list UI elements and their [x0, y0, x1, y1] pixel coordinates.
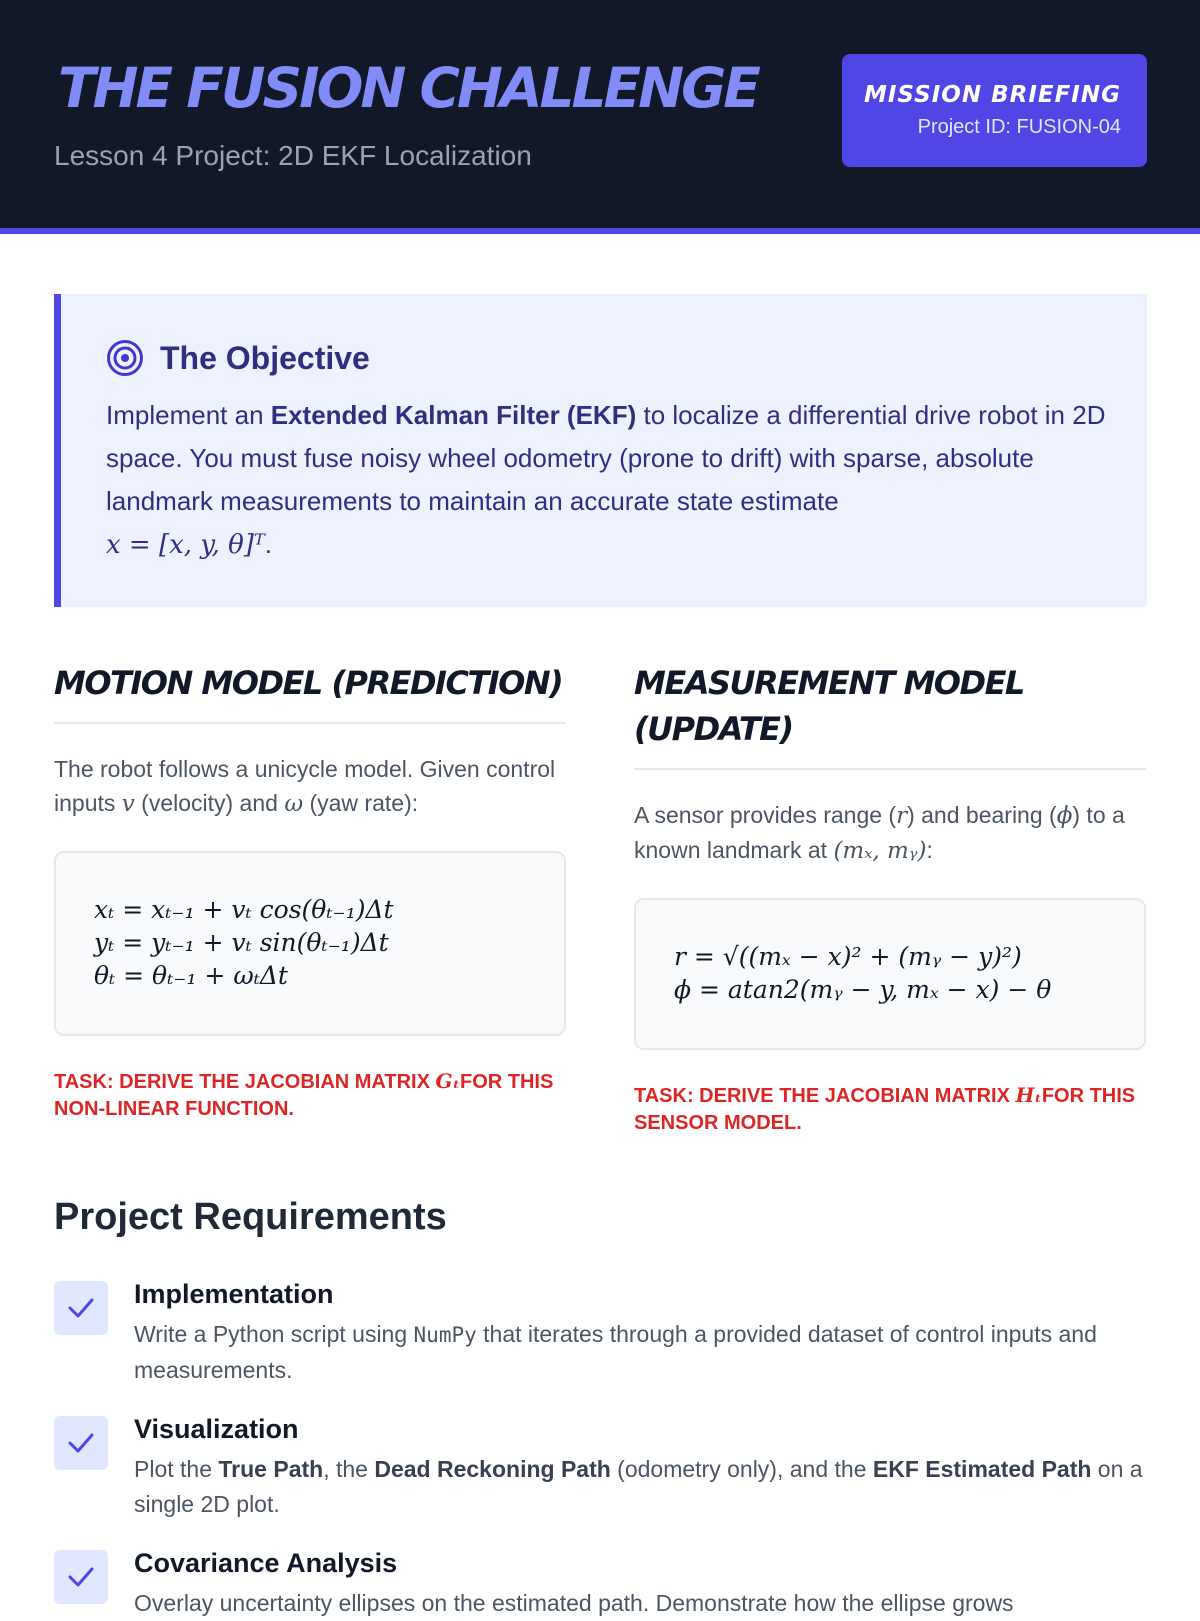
requirement-text-part: Write a Python script using — [134, 1321, 414, 1347]
motion-equations-box — [54, 851, 566, 1036]
motion-equation-y: yₜ = yₜ₋₁ + vₜ sin(θₜ₋₁)Δt — [94, 928, 389, 957]
page-subtitle: Lesson 4 Project: 2D EKF Localization — [54, 140, 532, 171]
velocity-symbol: v — [121, 791, 135, 817]
jacobian-g-symbol: Gₜ — [435, 1069, 460, 1093]
check-icon — [54, 1281, 108, 1335]
state-vector-equation: x = [x, y, θ]ᵀ — [106, 530, 265, 560]
mission-badge — [842, 54, 1147, 167]
page-title: THE FUSION CHALLENGE — [58, 56, 758, 120]
objective-text-part: to localize a differential drive robot in 2D space. You must fuse noisy wheel odometry (prone to drift) with sparse, absolute landmark measurements to maintain an accurate state estimate — [106, 400, 1106, 516]
motion-model-section — [54, 660, 566, 1123]
requirement-description — [134, 1317, 1144, 1388]
requirement-name: Covariance Analysis — [134, 1548, 398, 1578]
objective-panel — [54, 294, 1147, 607]
target-icon — [106, 339, 144, 377]
objective-text-part: Implement an — [106, 400, 271, 430]
measurement-text-part: A sensor provides range ( — [634, 802, 897, 828]
requirements-title: Project Requirements — [54, 1196, 447, 1238]
motion-model-title: MOTION MODEL (PREDICTION) — [54, 660, 566, 724]
measurement-task — [634, 1082, 1146, 1137]
requirement-item — [54, 1548, 1147, 1616]
objective-text — [106, 394, 1116, 567]
bearing-equation: ϕ = atan2(mᵧ − y, mₓ − x) − θ — [674, 975, 1052, 1004]
measurement-text-part: : — [926, 837, 933, 863]
measurement-model-section — [634, 660, 1146, 1137]
measurement-model-title: MEASUREMENT MODEL (UPDATE) — [634, 660, 1146, 770]
objective-ekf-term: Extended Kalman Filter (EKF) — [270, 400, 637, 430]
measurement-task-part: TASK: DERIVE THE JACOBIAN MATRIX — [634, 1085, 1016, 1107]
requirement-description — [134, 1452, 1144, 1522]
motion-text-part: (yaw rate): — [303, 790, 419, 816]
ekf-path-term: EKF Estimated Path — [872, 1456, 1092, 1482]
check-icon — [54, 1416, 108, 1470]
requirement-name: Implementation — [134, 1279, 334, 1309]
requirement-text-part: (odometry only), and the — [610, 1456, 873, 1482]
dead-reckoning-term: Dead Reckoning Path — [374, 1456, 611, 1482]
page-header — [0, 0, 1200, 234]
measurement-task-part: FOR THIS SENSOR MODEL. — [634, 1085, 1136, 1134]
requirement-text-part: that iterates through a provided dataset of control inputs and measurements. — [134, 1321, 1097, 1383]
measurement-model-text — [634, 798, 1146, 868]
motion-task-part: FOR THIS NON-LINEAR FUNCTION. — [54, 1071, 554, 1120]
true-path-term: True Path — [218, 1456, 324, 1482]
requirement-text-part: Overlay uncertainty ellipses on the estimated path. Demonstrate how the ellipse grows — [134, 1590, 1014, 1616]
motion-task-part: TASK: DERIVE THE JACOBIAN MATRIX — [54, 1071, 436, 1093]
requirement-item — [54, 1414, 1147, 1517]
requirement-text-part: on a single 2D plot. — [134, 1456, 1143, 1517]
requirement-text-part: Plot the — [134, 1456, 219, 1482]
check-icon — [54, 1550, 108, 1604]
badge-project-id: Project ID: FUSION-04 — [917, 116, 1121, 138]
badge-title: MISSION BRIEFING — [863, 82, 1121, 108]
motion-model-text — [54, 752, 566, 821]
requirement-item — [54, 1279, 1147, 1383]
landmark-symbol: (mₓ, mᵧ) — [833, 838, 927, 864]
measurement-text-part: ) and bearing ( — [907, 802, 1057, 828]
requirement-name: Visualization — [134, 1414, 299, 1444]
objective-title: The Objective — [160, 339, 370, 376]
requirement-description — [134, 1586, 1144, 1621]
motion-task — [54, 1068, 566, 1123]
numpy-code: NumPy — [413, 1323, 477, 1347]
objective-text-part: . — [264, 529, 273, 559]
yaw-rate-symbol: ω — [284, 791, 304, 817]
motion-equation-theta: θₜ = θₜ₋₁ + ωₜΔt — [94, 961, 288, 990]
motion-equation-x: xₜ = xₜ₋₁ + vₜ cos(θₜ₋₁)Δt — [94, 895, 394, 924]
jacobian-h-symbol: Hₜ — [1015, 1083, 1042, 1107]
range-equation: r = √((mₓ − x)² + (mᵧ − y)²) — [674, 942, 1022, 971]
objective-heading — [106, 338, 370, 378]
motion-text-part: (velocity) and — [134, 790, 285, 816]
measurement-equations-box — [634, 898, 1146, 1050]
range-symbol: r — [896, 803, 908, 829]
requirement-text-part: , the — [323, 1456, 375, 1482]
motion-text-part: The robot follows a unicycle model. Given control inputs — [54, 756, 556, 816]
measurement-text-part: ) to a known landmark at — [634, 802, 1125, 863]
bearing-symbol: ϕ — [1056, 803, 1073, 829]
